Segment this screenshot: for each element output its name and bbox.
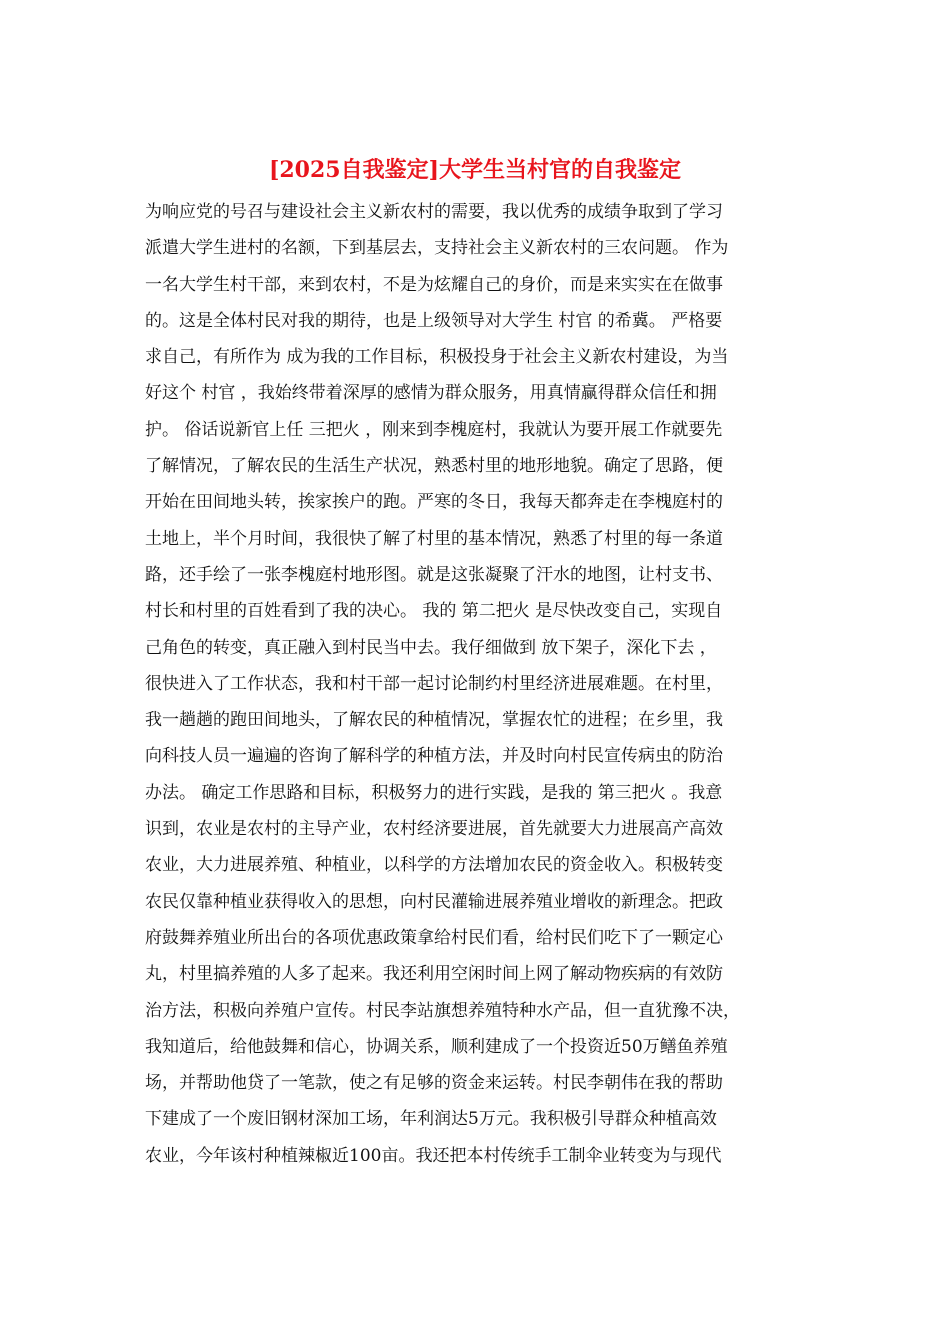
body-line: 很快进入了工作状态，我和村干部一起讨论制约村里经济进展难题。在村里， — [145, 673, 723, 694]
body-line: 求自己，有所作为 成为我的工作目标，积极投身于社会主义新农村建设，为当 — [145, 347, 729, 368]
body-line: 了解情况，了解农民的生活生产状况，熟悉村里的地形地貌。确定了思路，便 — [145, 456, 723, 477]
body-line: 识到，农业是农村的主导产业，农村经济要进展，首先就要大力进展高产高效 — [145, 819, 723, 840]
body-line: 治方法，积极向养殖户宣传。村民李站旗想养殖特种水产品，但一直犹豫不决， — [145, 1000, 740, 1021]
body-line: 府鼓舞养殖业所出台的各项优惠政策拿给村民们看，给村民们吃下了一颗定心 — [145, 927, 723, 948]
body-line: 场，并帮助他贷了一笔款，使之有足够的资金来运转。村民李朝伟在我的帮助 — [145, 1073, 723, 1094]
body-line: 为响应党的号召与建设社会主义新农村的需要，我以优秀的成绩争取到了学习 — [145, 202, 723, 222]
body-line: 己角色的转变，真正融入到村民当中去。我仔细做到 放下架子，深化下去 ， — [145, 637, 717, 658]
body-line: 路，还手绘了一张李槐庭村地形图。就是这张凝聚了汗水的地图，让村支书、 — [145, 564, 723, 585]
body-line: 我一趟趟的跑田间地头，了解农民的种植情况，掌握农忙的进程；在乡里，我 — [145, 710, 723, 731]
body-line: 农民仅靠种植业获得收入的思想，向村民灌输进展养殖业增收的新理念。把政 — [145, 891, 723, 912]
body-line: 护。 俗话说新官上任 三把火 ，刚来到李槐庭村，我就认为要开展工作就要先 — [145, 419, 723, 440]
body-line: 村长和村里的百姓看到了我的决心。 我的 第二把火 是尽快改变自己，实现自 — [145, 601, 723, 622]
body-line: 农业，今年该村种植辣椒近100亩。我还把本村传统手工制伞业转变为与现代 — [145, 1145, 722, 1166]
body-line: 办法。 确定工作思路和目标，积极努力的进行实践，是我的 第三把火 。我意 — [145, 782, 723, 803]
body-line: 好这个 村官 ，我始终带着深厚的感情为群众服务，用真情赢得群众信任和拥 — [145, 383, 717, 404]
body-line: 土地上，半个月时间，我很快了解了村里的基本情况，熟悉了村里的每一条道 — [145, 528, 723, 549]
document-title: [2025自我鉴定]大学生当村官的自我鉴定 — [268, 157, 682, 183]
body-line: 农业，大力进展养殖、种植业，以科学的方法增加农民的资金收入。积极转变 — [145, 855, 723, 876]
body-line: 丸，村里搞养殖的人多了起来。我还利用空闲时间上网了解动物疾病的有效防 — [145, 964, 723, 985]
body-line: 派遣大学生进村的名额，下到基层去，支持社会主义新农村的三农问题。 作为 — [145, 238, 729, 259]
body-line: 向科技人员一遍遍的咨询了解科学的种植方法，并及时向村民宣传病虫的防治 — [145, 746, 723, 767]
body-line: 一名大学生村干部，来到农村，不是为炫耀自己的身价，而是来实实在在做事 — [145, 274, 723, 295]
body-line: 开始在田间地头转，挨家挨户的跑。严寒的冬日，我每天都奔走在李槐庭村的 — [145, 492, 723, 513]
body-line: 下建成了一个废旧钢材深加工场，年利润达5万元。我积极引导群众种植高效 — [145, 1109, 717, 1130]
document-body — [145, 194, 805, 1174]
body-line: 我知道后，给他鼓舞和信心，协调关系，顺利建成了一个投资近50万鳝鱼养殖 — [145, 1036, 728, 1057]
body-line: 的。这是全体村民对我的期待，也是上级领导对大学生 村官 的希冀。 严格要 — [145, 310, 723, 331]
